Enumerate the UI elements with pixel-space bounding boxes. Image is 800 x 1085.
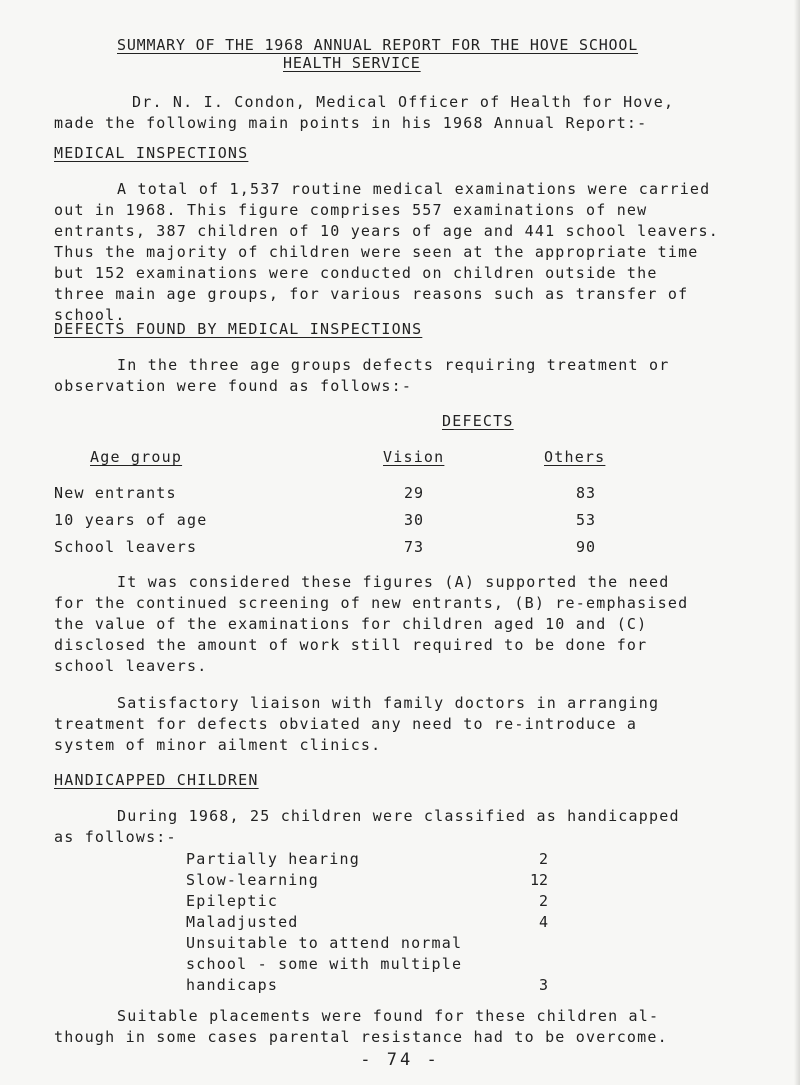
paragraph-line: out in 1968. This figure comprises 557 examinations of new — [54, 201, 648, 219]
report-title-line1: SUMMARY OF THE 1968 ANNUAL REPORT FOR THE HOVE SCHOOL — [117, 36, 639, 54]
row-others-value: 90 — [575, 538, 597, 556]
paragraph-line: disclosed the amount of work still required to be done for — [54, 636, 648, 654]
paragraph-line: A total of 1,537 routine medical examinations were carried — [117, 180, 711, 198]
table-header-vision: Vision — [383, 448, 445, 466]
paragraph-line: the value of the examinations for children aged 10 and (C) — [54, 615, 648, 633]
paragraph-line: as follows:- — [54, 828, 177, 846]
row-vision-value: 73 — [403, 538, 425, 556]
paragraph-line: three main age groups, for various reasons such as transfer of — [54, 285, 689, 303]
paragraph-line: Suitable placements were found for these children al- — [117, 1007, 660, 1025]
section-heading-defects: DEFECTS FOUND BY MEDICAL INSPECTIONS — [54, 320, 423, 338]
table-header-age-group: Age group — [90, 448, 183, 466]
paragraph-line: though in some cases parental resistance had to be overcome. — [54, 1028, 668, 1046]
intro-line: Dr. N. I. Condon, Medical Officer of Health for Hove, — [132, 93, 675, 111]
handicap-count: 12 — [529, 871, 548, 889]
paragraph-line: treatment for defects obviated any need to re-introduce a — [54, 715, 638, 733]
row-vision-value: 30 — [403, 511, 425, 529]
row-others-value: 83 — [575, 484, 597, 502]
report-title-line2: HEALTH SERVICE — [283, 54, 421, 72]
handicap-label: Unsuitable to attend normal — [186, 934, 463, 952]
handicap-label: Maladjusted — [186, 913, 299, 931]
handicap-count: 2 — [538, 850, 548, 868]
paragraph-line: observation were found as follows:- — [54, 377, 413, 395]
handicap-label: school - some with multiple — [186, 955, 463, 973]
paragraph-line: During 1968, 25 children were classified as handicapped — [117, 807, 680, 825]
handicap-count: 2 — [538, 892, 548, 910]
page-edge-shadow — [794, 0, 800, 1085]
row-age-group: 10 years of age — [54, 511, 208, 529]
page-number: - 74 - — [360, 1050, 440, 1070]
paragraph-line: but 152 examinations were conducted on children outside the — [54, 264, 658, 282]
paragraph-line: It was considered these figures (A) supported the need — [117, 573, 670, 591]
paragraph-line: school. — [54, 306, 126, 324]
paragraph-line: In the three age groups defects requiring treatment or — [117, 356, 670, 374]
handicap-label: Slow-learning — [186, 871, 319, 889]
handicap-label: handicaps — [186, 976, 279, 994]
row-age-group: New entrants — [54, 484, 177, 502]
table-header-others: Others — [544, 448, 606, 466]
row-age-group: School leavers — [54, 538, 198, 556]
intro-line: made the following main points in his 1968 Annual Report:- — [54, 114, 648, 132]
handicap-count: 3 — [538, 976, 548, 994]
row-vision-value: 29 — [403, 484, 425, 502]
paragraph-line: Satisfactory liaison with family doctors in arranging — [117, 694, 660, 712]
paragraph-line: for the continued screening of new entrants, (B) re-emphasised — [54, 594, 689, 612]
paragraph-line: entrants, 387 children of 10 years of age and 441 school leavers. — [54, 222, 719, 240]
handicap-label: Partially hearing — [186, 850, 360, 868]
section-heading-handicapped: HANDICAPPED CHILDREN — [54, 771, 259, 789]
table-group-header: DEFECTS — [442, 412, 514, 430]
section-heading-medical: MEDICAL INSPECTIONS — [54, 144, 249, 162]
handicap-count: 4 — [538, 913, 548, 931]
paragraph-line: school leavers. — [54, 657, 208, 675]
paragraph-line: system of minor ailment clinics. — [54, 736, 382, 754]
paragraph-line: Thus the majority of children were seen at the appropriate time — [54, 243, 699, 261]
row-others-value: 53 — [575, 511, 597, 529]
handicap-label: Epileptic — [186, 892, 279, 910]
